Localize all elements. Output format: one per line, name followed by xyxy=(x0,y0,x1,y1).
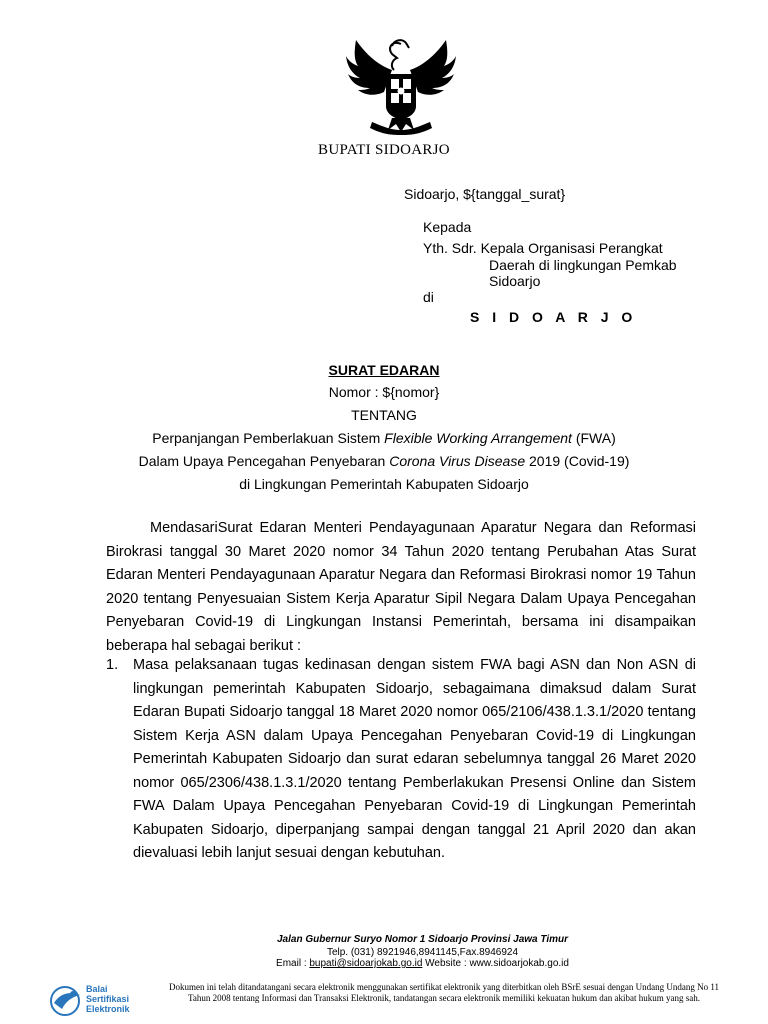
bsre-name: Balai Sertifikasi Elektronik xyxy=(86,984,130,1014)
issuer-title: BUPATI SIDOARJO xyxy=(318,142,450,158)
e-signature-disclaimer: Dokumen ini telah ditandatangani secara elektronik menggunakan sertifikat elektronik yang diterbitkan oleh BSrE sesuai dengan Undang Undang No 11 Tahun 2008 tentang Informasi dan Transaksi Elektronik, tandatangan secara elektronik memiliki kekuatan hukum dan akibat hukum yang sah. xyxy=(168,982,719,1003)
subject-line-3: di Lingkungan Pemerintah Kabupaten Sidoarjo xyxy=(239,476,529,492)
list-item-text: Masa pelaksanaan tugas kedinasan dengan sistem FWA bagi ASN dan Non ASN di lingkungan pemerintah Kabupaten Sidoarjo, sebagaimana dimaksud dalam Surat Edaran Bupati Sidoarjo tanggal 18 Maret 2020 nomor 065/2106/438.1.3.1/2020 tentang Sistem Kerja ASN dalam Upaya Pencegahan Penyebaran Covid-19 di Lingkungan Pemerintah Kabupaten Sidoarjo dan surat edaran sebelumnya tanggal 26 Maret 2020 nomor 065/2306/438.1.3.1/2020 tentang Pemberlakukan Presensi Online dan Sistem FWA Dalam Upaya Pencegahan Penyebaran Covid-19 di Lingkungan Pemerintah Kabupaten Sidoarjo, diperpanjang sampai dengan tanggal 21 April 2020 dan akan dievaluasi lebih lanjut sesuai dengan kebutuhan. xyxy=(133,657,696,861)
document-number: Nomor : ${nomor} xyxy=(328,384,440,400)
footer-contact: Email : bupati@sidoarjokab.go.id Website : www.sidoarjokab.go.id xyxy=(276,958,569,969)
subject-line-1: Perpanjangan Pemberlakuan Sistem Flexible Working Arrangement (FWA) xyxy=(152,430,616,446)
subject-line-2: Dalam Upaya Pencegahan Penyebaran Corona Virus Disease 2019 (Covid-19) xyxy=(138,453,630,469)
document-type-title: SURAT EDARAN xyxy=(328,362,440,378)
list-item-number: 1. xyxy=(106,657,119,673)
tentang-label: TENTANG xyxy=(351,407,417,423)
recipient-line3: Sidoarjo xyxy=(489,273,541,289)
place-date: Sidoarjo, ${tanggal_surat} xyxy=(404,186,566,202)
footer-telp: Telp. (031) 8921946,8941145,Fax.8946924 xyxy=(326,947,519,958)
recipient-line2: Daerah di lingkungan Pemkab xyxy=(489,257,677,273)
recipient-city: S I D O A R J O xyxy=(470,309,637,325)
recipient-di: di xyxy=(423,289,434,305)
recipient-yth: Yth. Sdr. Kepala Organisasi Perangkat xyxy=(423,240,663,256)
intro-paragraph: MendasariSurat Edaran Menteri Pendayagunaan Aparatur Negara dan Reformasi Birokrasi tanggal 30 Maret 2020 nomor 34 Tahun 2020 tentang Perubahan Atas Surat Edaran Menteri Pendayagunaan Aparatur Negara dan Reformasi Birokrasi nomor 19 Tahun 2020 tentang Penyesuaian Sistem Kerja Aparatur Sipil Negara Dalam Upaya Pencegahan Penyebaran Covid-19 di Lingkungan Instansi Pemerintah, bersama ini disampaikan beberapa hal sebagai berikut : xyxy=(106,520,696,654)
garuda-emblem-icon xyxy=(342,30,460,135)
recipient-kepada: Kepada xyxy=(423,219,472,235)
footer-address: Jalan Gubernur Suryo Nomor 1 Sidoarjo Provinsi Jawa Timur xyxy=(276,934,568,945)
bsre-logo-icon xyxy=(48,985,84,1017)
footer-email-link[interactable]: bupati@sidoarjokab.go.id xyxy=(309,958,423,969)
